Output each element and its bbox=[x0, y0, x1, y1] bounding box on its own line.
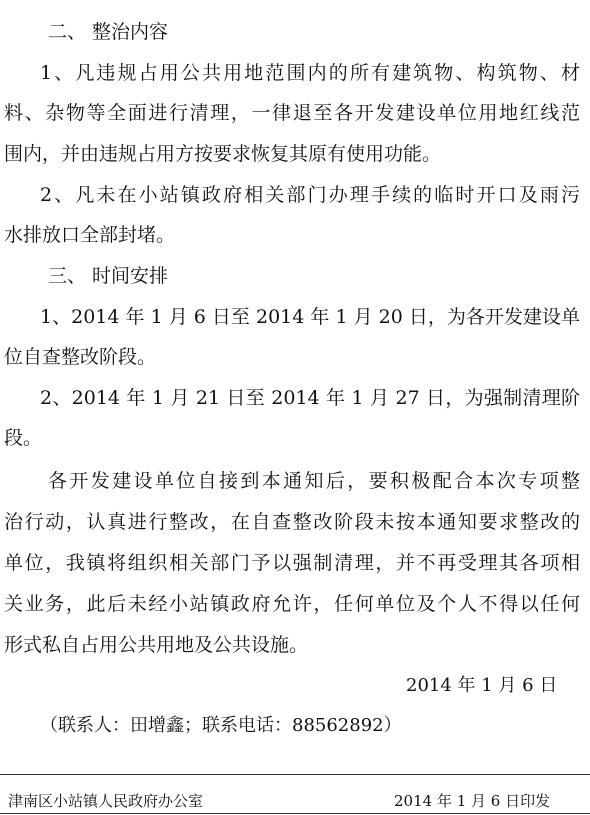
paragraph-line: 1、凡违规占用公共用地范围内的所有建筑物、构筑物、材 bbox=[40, 62, 580, 84]
paragraph-line: 单位，我镇将组织相关部门予以强制清理，并不再受理其各项相 bbox=[4, 552, 580, 574]
section-heading: 三、 时间安排 bbox=[48, 265, 169, 287]
paragraph-line: 2、凡未在小站镇政府相关部门办理手续的临时开口及雨污 bbox=[40, 184, 580, 206]
paragraph-line: 治行动，认真进行整改，在自查整改阶段未按本通知要求整改的 bbox=[4, 511, 580, 533]
paragraph-line: 围内，并由违规占用方按要求恢复其原有使用功能。 bbox=[4, 143, 442, 165]
footer-issuer: 津南区小站镇人民政府办公室 bbox=[8, 792, 204, 810]
paragraph-line: 关业务，此后未经小站镇政府允许，任何单位及个人不得以任何 bbox=[4, 593, 580, 615]
paragraph-line: 1、2014 年 1 月 6 日至 2014 年 1 月 20 日，为各开发建设单 bbox=[40, 306, 580, 328]
footer-top-rule bbox=[0, 774, 590, 775]
footer-print-date: 2014 年 1 月 6 日印发 bbox=[394, 792, 551, 810]
document-date: 2014 年 1 月 6 日 bbox=[406, 675, 558, 696]
section-heading: 二、 整治内容 bbox=[48, 21, 169, 43]
paragraph-line: 段。 bbox=[4, 427, 43, 449]
paragraph-line: 位自查整改阶段。 bbox=[4, 346, 157, 368]
contact-info: （联系人：田增鑫；联系电话：88562892） bbox=[40, 715, 402, 736]
paragraph-line: 水排放口全部封堵。 bbox=[4, 224, 176, 246]
paragraph-line: 各开发建设单位自接到本通知后，要积极配合本次专项整 bbox=[48, 470, 580, 492]
footer-bottom-rule bbox=[0, 813, 590, 814]
paragraph-line: 料、杂物等全面进行清理，一律退至各开发建设单位用地红线范 bbox=[4, 102, 580, 124]
paragraph-line: 2、2014 年 1 月 21 日至 2014 年 1 月 27 日，为强制清理阶 bbox=[40, 387, 580, 409]
paragraph-line: 形式私自占用公共用地及公共设施。 bbox=[4, 634, 309, 656]
